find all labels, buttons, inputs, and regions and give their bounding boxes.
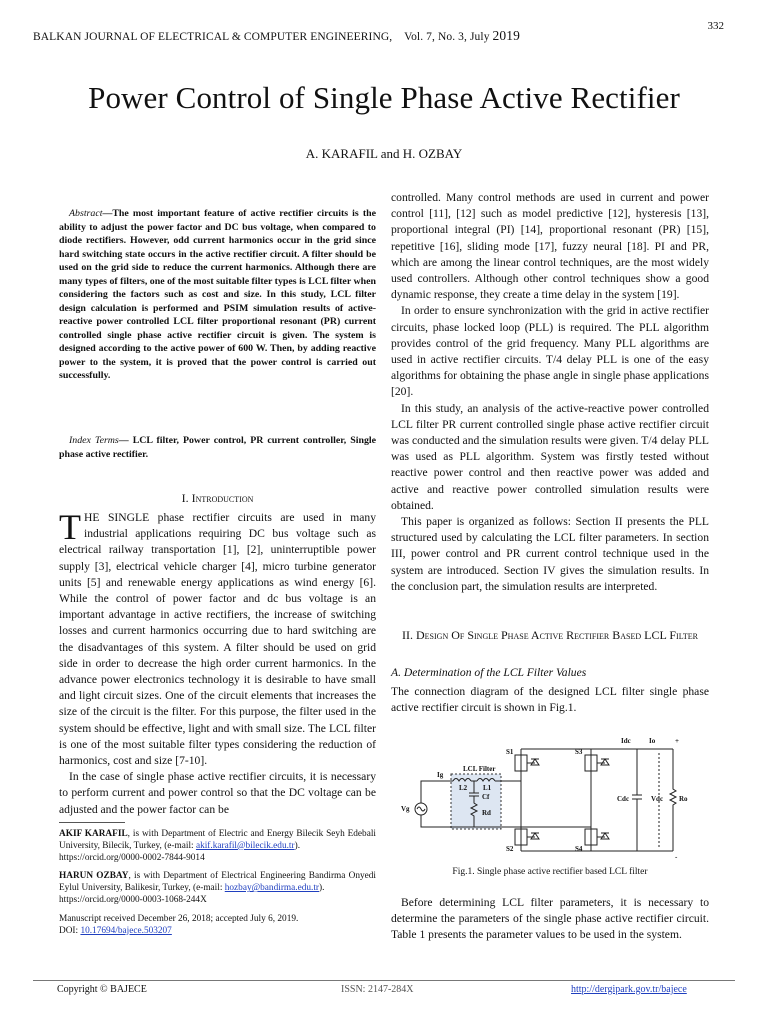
- journal-header: [33, 28, 520, 44]
- footer-issn: ISSN: 2147-284X: [341, 984, 414, 995]
- label-minus: -: [675, 853, 678, 861]
- diode-s4: [601, 833, 609, 839]
- label-ro: Ro: [679, 795, 688, 803]
- label-plus: +: [675, 737, 679, 745]
- subsection-heading-lcl-values: A. Determination of the LCL Filter Values: [391, 666, 587, 679]
- paragraph-organization: This paper is organized as follows: Section II presents the PLL structured used by calculating the LCL filter parameters. In section III, power control and PR current control technique used in the system are introduced. Section IV gives the simulation results. In the conclusion part, the simulation results are interpreted.: [391, 515, 709, 593]
- author2-orcid: https://orcid.org/0000-0003-1068-244X: [59, 894, 207, 905]
- label-ig: Ig: [437, 771, 444, 779]
- author1-orcid: https://orcid.org/0000-0002-7844-9014: [59, 852, 205, 863]
- section-heading-design: II. Design Of Single Phase Active Rectifier Based LCL Filter: [402, 628, 698, 642]
- footnote-author2-end: ).: [319, 883, 325, 894]
- label-vg: Vg: [401, 805, 410, 813]
- label-l1: L1: [483, 784, 492, 792]
- sine-wave-symbol: [417, 807, 425, 811]
- diode-s3: [601, 759, 609, 765]
- abstract-label: Abstract: [69, 208, 103, 219]
- wire-top-left: [421, 781, 453, 803]
- figure-1-circuit-diagram: [401, 729, 696, 861]
- before-determining-text: Before determining LCL filter parameters, it is necessary to determine the parameters of the single phase active rectifier circuit. Table 1 presents the parameter values to be used in the system.: [391, 896, 709, 942]
- footnote-author2-name: HARUN OZBAY: [59, 871, 129, 882]
- introduction-body: [59, 507, 376, 818]
- label-rd: Rd: [482, 809, 491, 817]
- label-s3: S3: [575, 748, 583, 756]
- paragraph-pll: In order to ensure synchronization with the grid in active rectifier circuits, phase locked loop (PLL) is required. The PLL algorithm provides control of the grid frequency. Many PLL algorithms are used in active rectifier circuits. T/4 delay PLL is one of the easy algorithms for obtaining the phase angle in single phase applications [20].: [391, 304, 709, 399]
- abstract: [59, 207, 376, 383]
- label-s1: S1: [506, 748, 514, 756]
- paper-authors: A. KARAFIL and H. OZBAY: [305, 146, 463, 161]
- right-column-text: [391, 190, 709, 595]
- author1-email-link[interactable]: akif.karafil@bilecik.edu.tr: [195, 840, 295, 851]
- footnotes: [59, 829, 376, 937]
- capacitor-cdc: [632, 749, 642, 851]
- abstract-text: —The most important feature of active rectifier circuits is the ability to adjust the power factor and DC bus voltage, when compared to diode rectifiers. However, odd current harmonics occur in the grid since hard switching state occurs in the active rectifier circuit. A filter should be used on the grid side to reduce the current harmonics. Although there are many types of filters, one of the most suitable filter types is LCL filter when considering the factors such as cost and size. In this study, LCL filter design calculation is performed and PSIM simulation results of active-reactive power controlled LCL filter proportional resonant (PR) current controlled single phase active rectifier circuit is given. The system is designed according to the active power of 600 W. Then, by adding reactive power to the system, it is proved that the power control is carried out successfully.: [59, 208, 376, 381]
- footnote-author1-name: AKIF KARAFIL: [59, 829, 128, 839]
- index-terms: [59, 434, 376, 462]
- connection-diagram-text: The connection diagram of the designed LCL filter single phase active rectifier circuit is shown in Fig.1.: [391, 685, 709, 715]
- doi-label: DOI:: [59, 925, 81, 936]
- circuit-svg: [401, 729, 696, 861]
- diode-s1: [531, 759, 539, 765]
- footer-copyright: Copyright © BAJECE: [57, 984, 147, 995]
- label-io: Io: [649, 737, 656, 745]
- manuscript-dates: Manuscript received December 26, 2018; accepted July 6, 2019.: [59, 913, 299, 924]
- intro-paragraph-1: HE SINGLE phase rectifier circuits are used in many industrial applications requiring DC bus voltage such as electrical railway transportation [1], [2], uninterruptible power supply [3], electrical vehicle charger [4], micro turbine generator units [5] and renewable energy applications as wind energy [6]. While the control of power factor and dc bus voltage is an important advantage in active rectifiers, the increase of switching losses and current harmonics occurring due to hard switching are the disadvantages of this system. A filter should be used on grid side in order to decrease the high order current harmonics. In the advance power electronics technology it is desirable to have small and light circuit sizes. One of the circuit elements that increases the size of the circuit is the filter. For this purpose, the filter used in the system should be effective, light and with small size. The LCL filter is one of the most suitable filter types considering the reduction of harmonics, cost and size [7-10].: [59, 511, 376, 768]
- journal-year: 2019: [492, 28, 520, 43]
- index-terms-label: Index Terms: [69, 435, 119, 446]
- footer-rule: [33, 980, 735, 981]
- footer-journal-url[interactable]: http://dergipark.gov.tr/bajece: [571, 984, 687, 995]
- paragraph-this-study: In this study, an analysis of the active-reactive power controlled LCL filter PR current controlled single phase active rectifier circuit was conducted and the simulation results were given. T/4 delay PLL was used as PLL algorithm. System was firstly tested without reactive power control and then reactive power was added and active and reactive power controlled simulation results were obtained.: [391, 401, 709, 512]
- section-heading-introduction: I. Introduction: [181, 491, 254, 505]
- diode-s2: [531, 833, 539, 839]
- paragraph-before-determining: [391, 895, 709, 944]
- paragraph-control-methods: controlled. Many control methods are used in current and power control [11], [12] such as model predictive [12], hysteresis [13], proportional integral (PI) [14], proportional resonant (PR) [15], repetitive [16], sliding mode [17], fuzzy neural [18]. PI and PR, which are among the linear control techniques, are the most widely used controllers. Although other control techniques show a good dynamic response, they create a time delay in the system [19].: [391, 191, 709, 302]
- journal-volume-issue: Vol. 7, No. 3, July: [404, 31, 490, 43]
- author2-email-link[interactable]: hozbay@bandirma.edu.tr: [224, 883, 320, 894]
- figure-1-caption: Fig.1. Single phase active rectifier based LCL filter: [452, 867, 648, 877]
- doi-link[interactable]: 10.17694/bajece.503207: [80, 925, 172, 936]
- index-terms-text: — LCL filter, Power control, PR current controller, Single phase active rectifier.: [59, 435, 377, 460]
- resistor-ro: [670, 749, 676, 851]
- footnote-author1-end: ).: [294, 840, 301, 851]
- paragraph-connection-diagram: [391, 684, 709, 716]
- label-idc: Idc: [621, 737, 631, 745]
- label-cdc: Cdc: [617, 795, 630, 803]
- label-vdc: Vdc: [651, 795, 664, 803]
- label-lcl-filter: LCL Filter: [463, 765, 496, 773]
- intro-paragraph-2: In the case of single phase active rectifier circuits, it is necessary to perform current and power control so that the DC voltage can be adjusted and the power factor can be: [59, 770, 376, 816]
- drop-cap: T: [59, 507, 81, 547]
- paper-title: Power Control of Single Phase Active Rectifier: [88, 80, 680, 115]
- lcl-filter-box: [451, 774, 501, 829]
- footnote-author1-text: , is with Department of Electric and Energy Bilecik Seyh Edebali University, Bilecik, Turkey, (e-mail:: [59, 829, 376, 851]
- label-s2: S2: [506, 845, 514, 853]
- label-cf: Cf: [482, 793, 490, 801]
- footnote-author2-text: , is with Department of Electrical Engineering Bandirma Onyedi Eylul University, Balikesir, Turkey, (e-mail:: [59, 871, 376, 894]
- label-l2: L2: [459, 784, 468, 792]
- journal-name: BALKAN JOURNAL OF ELECTRICAL & COMPUTER ENGINEERING,: [33, 31, 393, 43]
- footnote-rule: [59, 822, 125, 823]
- page-number: 332: [707, 20, 724, 32]
- label-s4: S4: [575, 845, 583, 853]
